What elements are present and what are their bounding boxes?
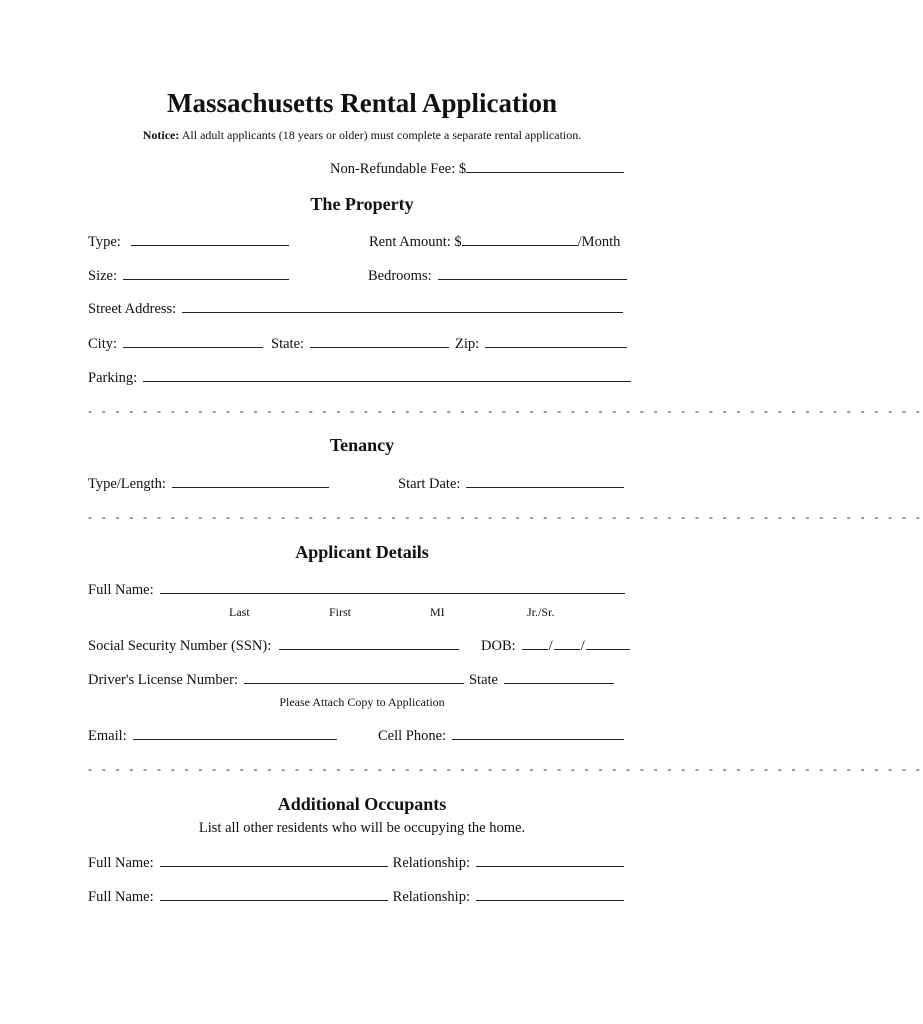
street-address-row: [88, 300, 623, 318]
parking-field[interactable]: [143, 369, 631, 382]
dob-month-field[interactable]: [522, 637, 548, 650]
page-title: Massachusetts Rental Application: [166, 88, 558, 118]
email-row: [88, 727, 337, 745]
section-divider: - - - - - - - - - - - - - - - - - - - - - - - - - - - - - - - - - - - - - - - - - - - - - - - - - - - - - - - - - - - - -: [88, 404, 923, 418]
fee-label: Non-Refundable Fee: $: [330, 161, 467, 177]
full-name-row: [88, 581, 625, 599]
cell-phone-label: Cell Phone:: [378, 728, 447, 744]
city-state-zip-row: [88, 335, 627, 353]
rent-amount-field[interactable]: [462, 233, 578, 246]
parking-label: Parking:: [88, 370, 138, 386]
start-date-row: [398, 475, 624, 493]
name-part-mi: MI: [430, 605, 445, 619]
occupant-name-row: [88, 888, 624, 906]
dob-day-field[interactable]: [554, 637, 580, 650]
dob-separator: /: [580, 638, 585, 654]
section-heading-occupants: Additional Occupants: [277, 794, 447, 814]
occupant-relationship-label: Relationship:: [392, 855, 470, 871]
section-divider: - - - - - - - - - - - - - - - - - - - - - - - - - - - - - - - - - - - - - - - - - - - - - - - - - - - - - - - - - - - - -: [88, 510, 923, 524]
section-heading-applicant: Applicant Details: [295, 542, 429, 562]
notice-text: All adult applicants (18 years or older) must complete a separate rental application.: [179, 128, 582, 142]
dl-state-field[interactable]: [504, 671, 614, 684]
full-name-field[interactable]: [160, 581, 625, 594]
state-field[interactable]: [310, 335, 449, 348]
dob-year-field[interactable]: [586, 637, 630, 650]
fee-field[interactable]: [466, 160, 624, 173]
zip-field[interactable]: [485, 335, 627, 348]
property-type-label: Type:: [88, 234, 121, 250]
dob-label: DOB:: [481, 638, 516, 654]
zip-label: Zip:: [455, 336, 480, 352]
full-name-label: Full Name:: [88, 582, 154, 598]
occupant-name-label: Full Name:: [88, 855, 154, 871]
occupants-instruction: List all other residents who will be occupying the home.: [198, 820, 526, 836]
start-date-label: Start Date:: [398, 476, 461, 492]
street-address-field[interactable]: [182, 300, 623, 313]
type-length-label: Type/Length:: [88, 476, 166, 492]
drivers-license-field[interactable]: [244, 671, 464, 684]
bedrooms-row: [368, 267, 627, 285]
name-part-first: First: [329, 605, 352, 619]
cell-phone-row: [378, 727, 624, 745]
rent-amount-row: [369, 233, 620, 251]
dl-state-label: State: [468, 672, 498, 688]
occupant-name-field[interactable]: [160, 854, 388, 867]
name-part-last: Last: [229, 605, 250, 619]
section-divider: - - - - - - - - - - - - - - - - - - - - - - - - - - - - - - - - - - - - - - - - - - - - - - - - - - - - - - - - - - - - -: [88, 762, 923, 776]
occupant-name-label: Full Name:: [88, 889, 154, 905]
drivers-license-row: [88, 671, 614, 689]
street-address-label: Street Address:: [88, 301, 177, 317]
rent-amount-label: Rent Amount: $: [369, 234, 462, 250]
notice-line: [0, 128, 724, 143]
start-date-field[interactable]: [466, 475, 624, 488]
occupant-relationship-field[interactable]: [476, 854, 624, 867]
bedrooms-label: Bedrooms:: [368, 268, 432, 284]
occupant-relationship-label: Relationship:: [392, 889, 470, 905]
section-heading-property: The Property: [310, 194, 414, 214]
ssn-row: [88, 637, 459, 655]
city-field[interactable]: [123, 335, 263, 348]
rent-month-suffix: /Month: [577, 234, 621, 250]
state-label: State:: [271, 336, 305, 352]
name-part-suffix: Jr./Sr.: [527, 605, 555, 619]
type-length-row: [88, 475, 329, 493]
dob-separator: /: [548, 638, 553, 654]
dl-attach-note: Please Attach Copy to Application: [279, 695, 445, 709]
occupant-name-field[interactable]: [160, 888, 388, 901]
occupant-name-row: [88, 854, 624, 872]
bedrooms-field[interactable]: [438, 267, 627, 280]
section-heading-tenancy: Tenancy: [329, 435, 395, 455]
parking-row: [88, 369, 631, 387]
drivers-license-label: Driver's License Number:: [88, 672, 238, 688]
ssn-field[interactable]: [279, 637, 459, 650]
property-type-field[interactable]: [131, 233, 289, 246]
size-row: [88, 267, 289, 285]
fee-row: [330, 160, 624, 178]
notice-label: Notice:: [142, 128, 180, 142]
cell-phone-field[interactable]: [452, 727, 624, 740]
property-type-row: [88, 233, 289, 251]
occupant-relationship-field[interactable]: [476, 888, 624, 901]
dob-row: [481, 637, 630, 655]
email-label: Email:: [88, 728, 127, 744]
size-field[interactable]: [123, 267, 289, 280]
email-field[interactable]: [133, 727, 337, 740]
size-label: Size:: [88, 268, 117, 284]
type-length-field[interactable]: [172, 475, 329, 488]
city-label: City:: [88, 336, 118, 352]
ssn-label: Social Security Number (SSN):: [88, 638, 272, 654]
